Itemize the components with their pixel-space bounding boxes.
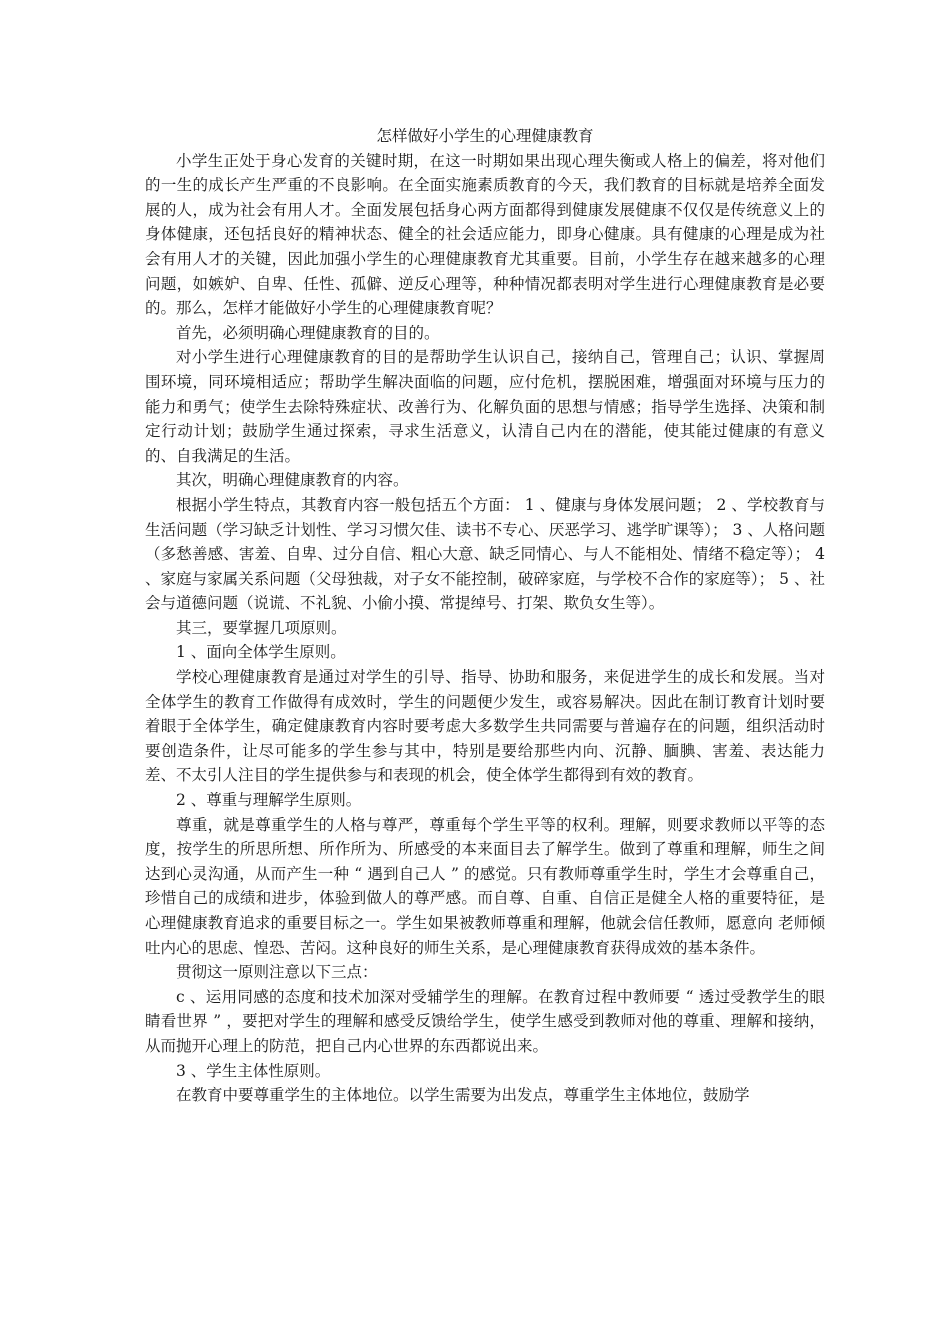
paragraph-content: 根据小学生特点，其教育内容一般包括五个方面： 1 、健康与身体发展问题； 2 、学校教育与生活问题（学习缺乏计划性、学习习惯欠佳、读书不专心、厌恶学习、逃学旷课等）； 3 、人格问题（多愁善感、害羞、自卑、过分自信、粗心大意、缺乏同情心、与人不能相处、情绪不稳定等）； 4 、家庭与家属关系问题（父母独裁，对子女不能控制，破碎家庭，与学校不合作的家庭等）； 5 、社会与道德问题（说谎、不礼貌、小偷小摸、常提绰号、打架、欺负女生等）。 [145,495,825,613]
paragraph-principle-3: 在教育中要尊重学生的主体地位。以学生需要为出发点，尊重学生主体地位，鼓励学 [176,1086,750,1105]
paragraph-principle-2-heading: 2 、尊重与理解学生原则。 [176,791,362,810]
paragraph-point-c: c 、运用同感的态度和技术加深对受辅学生的理解。在教育过程中教师要 “ 透过受教学生的眼睛看世界 ” ，要把对学生的理解和感受反馈给学生，使学生感受到教师对他的尊重、理解和接纳，从而抛开心理上的防范，把自己内心世界的东西都说出来。 [145,987,825,1055]
paragraph-heading-content: 其次，明确心理健康教育的内容。 [176,471,409,490]
paragraph-intro: 小学生正处于身心发育的关键时期，在这一时期如果出现心理失衡或人格上的偏差，将对他们的一生的成长产生严重的不良影响。在全面实施素质教育的今天，我们教育的目标就是培养全面发展的人，成为社会有用人才。全面发展包括身心两方面都得到健康发展健康不仅仅是传统意义上的身体健康，还包括良好的精神状态、健全的社会适应能力，即身心健康。具有健康的心理是成为社会有用人才的关键，因此加强小学生的心理健康教育尤其重要。目前，小学生存在越来越多的心理问题，如嫉妒、自卑、任性、孤僻、逆反心理等，种种情况都表明对学生进行心理健康教育是必要的。那么，怎样才能做好小学生的心理健康教育呢？ [145,151,825,318]
paragraph-principle-1: 学校心理健康教育是通过对学生的引导、指导、协助和服务，来促进学生的成长和发展。当对全体学生的教育工作做得有成效时，学生的问题便少发生，或容易解决。因此在制订教育计划时要着眼于全体学生，确定健康教育内容时要考虑大多数学生共同需要与普遍存在的问题，组织活动时要创造条件，让尽可能多的学生参与其中，特别是要给那些内向、沉静、腼腆、害羞、表达能力差、不太引人注目的学生提供参与和表现的机会，使全体学生都得到有效的教育。 [145,668,825,785]
document-page [145,124,825,1108]
paragraph-principle-2: 尊重，就是尊重学生的人格与尊严，尊重每个学生平等的权利。理解，则要求教师以平等的态度，按学生的所思所想、所作所为、所感受的本来面目去了解学生。做到了尊重和理解，师生之间达到心灵沟通，从而产生一种 “ 遇到自己人 ” 的感觉。只有教师尊重学生时，学生才会尊重自己，珍惜自己的成绩和进步，体验到做人的尊严感。而自尊、自重、自信正是健全人格的重要特征，是心理健康教育追求的重要目标之一。学生如果被教师尊重和理解，他就会信任教师，愿意向 老师倾吐内心的思虑、惶恐、苦闷。这种良好的师生关系，是心理健康教育获得成效的基本条件。 [145,815,825,957]
document-title: 怎样做好小学生的心理健康教育 [376,127,594,145]
paragraph-heading-principles: 其三，要掌握几项原则。 [176,618,347,637]
paragraph-principle-3-heading: 3 、学生主体性原则。 [176,1061,331,1080]
paragraph-three-points: 贯彻这一原则注意以下三点： [176,963,378,982]
paragraph-heading-purpose: 首先，必须明确心理健康教育的目的。 [176,323,440,342]
paragraph-purpose: 对小学生进行心理健康教育的目的是帮助学生认识自己，接纳自己，管理自己；认识、掌握周围环境，同环境相适应；帮助学生解决面临的问题，应付危机，摆脱困难，增强面对环境与压力的能力和勇气；使学生去除特殊症状、改善行为、化解负面的思想与情感；指导学生选择、决策和制定行动计划；鼓励学生通过探索，寻求生活意义，认清自己内在的潜能，使其能过健康的有意义的、自我满足的生活。 [145,348,825,465]
paragraph-principle-1-heading: 1 、面向全体学生原则。 [176,643,346,662]
